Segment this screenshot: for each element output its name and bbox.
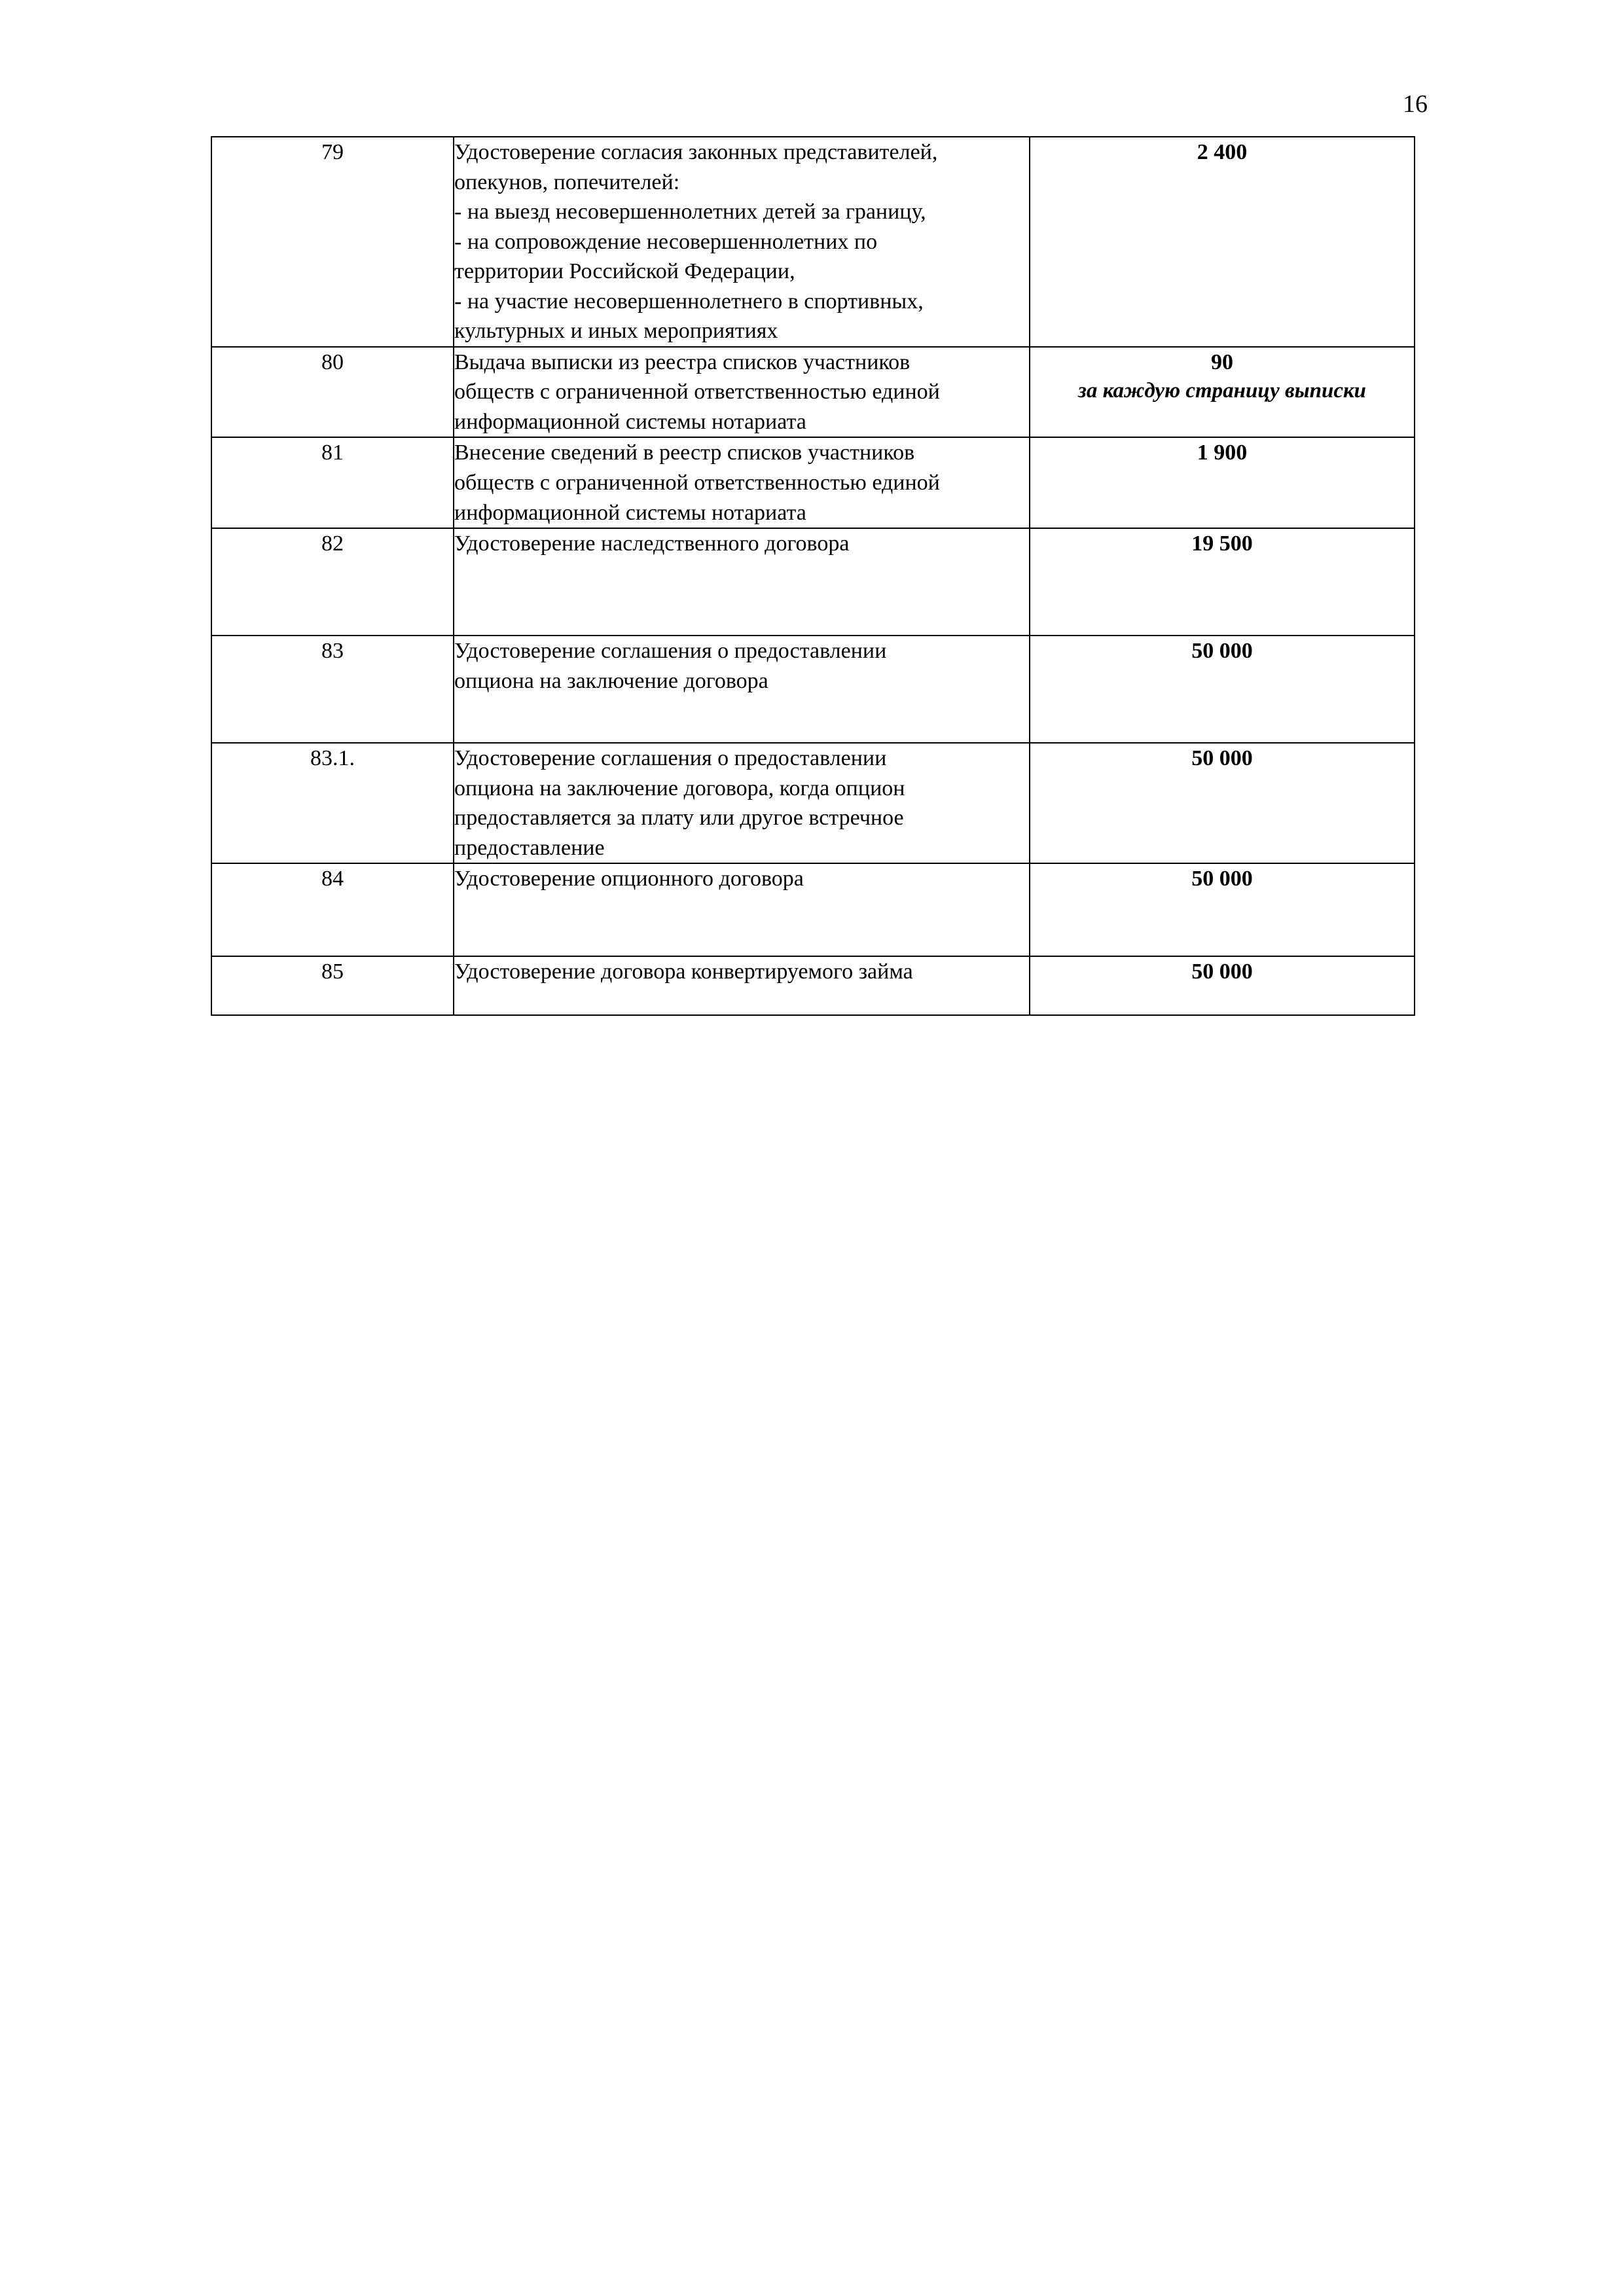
table-row xyxy=(211,743,1415,863)
description-line: - на участие несовершеннолетнего в спортивных, xyxy=(454,289,924,314)
table-row xyxy=(211,137,1415,347)
row-number-cell: 79 xyxy=(211,137,454,347)
row-price-cell xyxy=(1030,528,1415,636)
description-line: предоставляется за плату или другое встречное xyxy=(454,806,904,831)
description-line: Удостоверение опционного договора xyxy=(454,867,804,891)
row-number-cell: 84 xyxy=(211,863,454,956)
description-line: Удостоверение согласия законных представителей, xyxy=(454,140,938,164)
tariff-table xyxy=(211,136,1415,1016)
row-description-cell xyxy=(454,743,1030,863)
row-number-cell: 85 xyxy=(211,956,454,1015)
table-row xyxy=(211,347,1415,438)
row-price-cell xyxy=(1030,863,1415,956)
description-line: Внесение сведений в реестр списков участников xyxy=(454,440,915,465)
price-value: 19 500 xyxy=(1191,531,1253,556)
description-line: - на выезд несовершеннолетних детей за границу, xyxy=(454,200,926,224)
description-line: Удостоверение соглашения о предоставлении xyxy=(454,639,887,664)
row-description-cell xyxy=(454,636,1030,743)
description-line: информационной системы нотариата xyxy=(454,409,806,434)
description-line: территории Российской Федерации, xyxy=(454,259,795,284)
row-price-cell xyxy=(1030,956,1415,1015)
row-price-cell xyxy=(1030,347,1415,438)
row-number-cell: 83 xyxy=(211,636,454,743)
row-number-cell: 80 xyxy=(211,347,454,438)
table-row xyxy=(211,863,1415,956)
row-price-cell xyxy=(1030,743,1415,863)
description-line: культурных и иных мероприятиях xyxy=(454,319,778,344)
price-value: 2 400 xyxy=(1197,140,1248,164)
price-value: 90 xyxy=(1211,350,1233,374)
row-price-cell xyxy=(1030,137,1415,347)
price-value: 50 000 xyxy=(1191,867,1253,891)
table-row xyxy=(211,956,1415,1015)
price-value: 1 900 xyxy=(1197,440,1248,465)
description-line: Удостоверение договора конвертируемого займа xyxy=(454,960,913,984)
description-line: Удостоверение соглашения о предоставлении xyxy=(454,746,887,771)
tariff-table-body xyxy=(211,137,1415,1015)
description-line: Удостоверение наследственного договора xyxy=(454,531,850,556)
row-price-cell xyxy=(1030,437,1415,528)
row-number-cell: 81 xyxy=(211,437,454,528)
page-number: 16 xyxy=(1403,90,1428,118)
row-number-cell: 82 xyxy=(211,528,454,636)
table-row xyxy=(211,528,1415,636)
description-line: - на сопровождение несовершеннолетних по xyxy=(454,229,878,254)
row-price-cell xyxy=(1030,636,1415,743)
table-row xyxy=(211,636,1415,743)
description-line: опекунов, попечителей: xyxy=(454,170,680,194)
description-line: информационной системы нотариата xyxy=(454,500,806,525)
row-description-cell xyxy=(454,137,1030,347)
row-description-cell xyxy=(454,437,1030,528)
description-line: опциона на заключение договора, когда опцион xyxy=(454,776,905,800)
row-description-cell xyxy=(454,863,1030,956)
description-line: обществ с ограниченной ответственностью единой xyxy=(454,471,940,495)
table-row xyxy=(211,437,1415,528)
row-number-cell: 83.1. xyxy=(211,743,454,863)
description-line: опциона на заключение договора xyxy=(454,668,768,693)
description-line: обществ с ограниченной ответственностью единой xyxy=(454,380,940,404)
price-note: за каждую страницу выписки xyxy=(1077,379,1367,403)
price-value: 50 000 xyxy=(1191,960,1253,984)
row-description-cell xyxy=(454,956,1030,1015)
row-description-cell xyxy=(454,528,1030,636)
description-line: предоставление xyxy=(454,835,605,860)
row-description-cell xyxy=(454,347,1030,438)
price-value: 50 000 xyxy=(1191,639,1253,664)
price-value: 50 000 xyxy=(1191,746,1253,771)
description-line: Выдача выписки из реестра списков участников xyxy=(454,350,911,374)
